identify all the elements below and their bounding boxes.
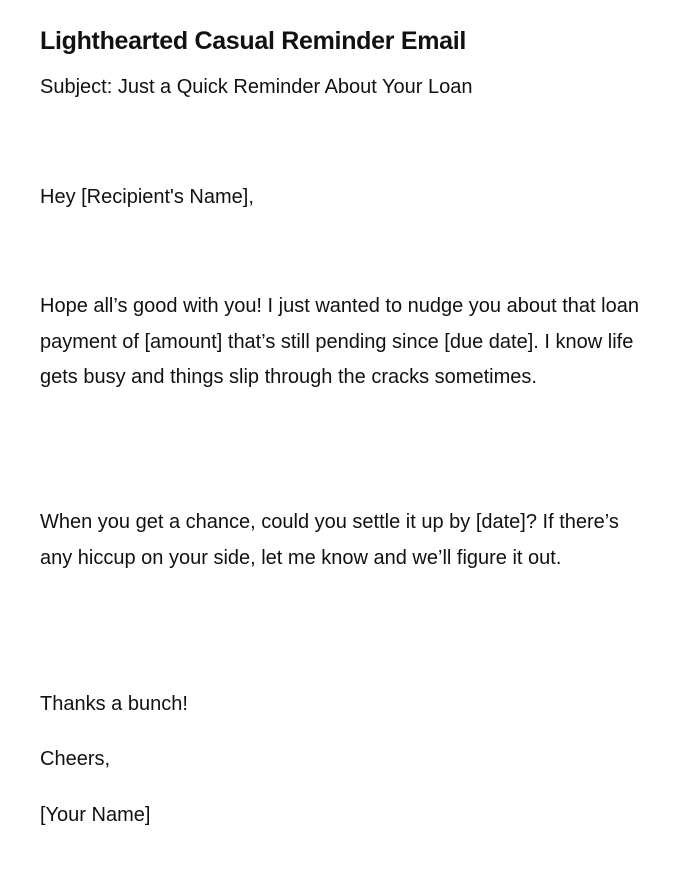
closing-line: Cheers, bbox=[40, 748, 111, 770]
document-title: Lighthearted Casual Reminder Email bbox=[40, 27, 467, 55]
email-greeting: Hey [Recipient's Name], bbox=[40, 186, 254, 208]
body-paragraph-2: When you get a chance, could you settle it up by [date]? If there’s any hiccup on your side, let me know and we’ll figure it out. bbox=[40, 511, 619, 569]
body-paragraph-1: Hope all’s good with you! I just wanted to nudge you about that loan payment of [amount] that’s still pending since [due date]. I know life gets busy and things slip through the cracks sometimes. bbox=[40, 295, 639, 388]
email-subject: Subject: Just a Quick Reminder About Your Loan bbox=[40, 76, 473, 98]
thanks-line: Thanks a bunch! bbox=[40, 693, 188, 715]
signature-line: [Your Name] bbox=[40, 804, 151, 826]
